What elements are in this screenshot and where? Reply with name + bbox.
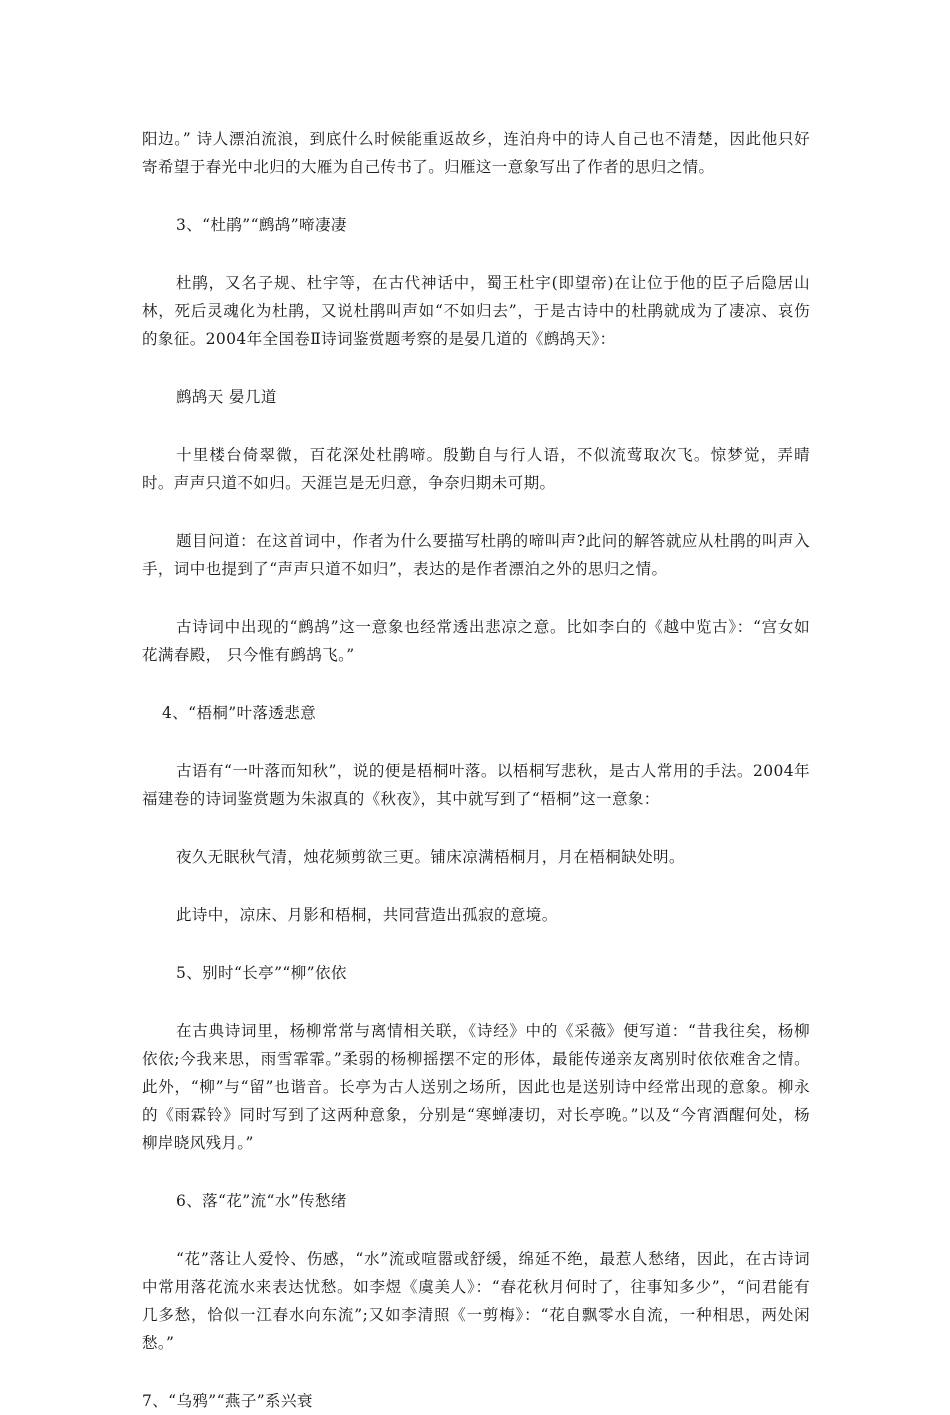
poem-title: 鹧鸪天 晏几道 <box>176 388 277 406</box>
section-heading-7: 7、“乌鸦”“燕子”系兴衰 <box>142 1392 313 1410</box>
paragraph-wutong: 古语有“一叶落而知秋”，说的便是梧桐叶落。以梧桐写悲秋，是古人常用的手法。2004年福建卷的诗词鉴赏题为朱淑真的《秋夜》，其中就写到了“梧桐”这一意象： <box>142 762 810 808</box>
paragraph-liu: 在古典诗词里，杨柳常常与离情相关联，《诗经》中的《采薇》便写道：“昔我往矣，杨柳依依;今我来思，雨雪霏霏。”柔弱的杨柳摇摆不定的形体，最能传递亲友离别时依依难舍之情。此外，“柳”与“留”也谐音。长亭为古人送别之场所，因此也是送别诗中经常出现的意象。柳永的《雨霖铃》同时写到了这两种意象，分别是“寒蝉凄切，对长亭晚。”以及“今宵酒醒何处，杨柳岸晓风残月。” <box>142 1022 810 1152</box>
paragraph-question: 题目问道：在这首词中，作者为什么要描写杜鹃的啼叫声?此问的解答就应从杜鹃的叫声入手，词中也提到了“声声只道不如归”，表达的是作者漂泊之外的思归之情。 <box>142 532 810 578</box>
section-heading-6: 6、落“花”流“水”传愁绪 <box>176 1192 347 1210</box>
paragraph-huashui: “花”落让人爱怜、伤感，“水”流或喧嚣或舒缓，绵延不绝，最惹人愁绪，因此，在古诗词中常用落花流水来表达忧愁。如李煜《虞美人》：“春花秋月何时了，往事知多少”，“问君能有几多愁，恰似一江春水向东流”;又如李清照《一剪梅》：“花自飘零水自流，一种相思，两处闲愁。” <box>142 1250 810 1352</box>
section-heading-3: 3、“杜鹃”“鹧鸪”啼凄凄 <box>176 216 347 234</box>
paragraph-zhegu: 古诗词中出现的“鹧鸪”这一意象也经常透出悲凉之意。比如李白的《越中览古》：“宫女如花满春殿， 只今惟有鹧鸪飞。” <box>142 618 810 664</box>
section-heading-4: 4、“梧桐”叶落透悲意 <box>162 704 317 722</box>
paragraph-guiyan-conclusion: 阳边。” 诗人漂泊流浪，到底什么时候能重返故乡，连泊舟中的诗人自己也不清楚，因此他只好寄希望于春光中北归的大雁为自己传书了。归雁这一意象写出了作者的思归之情。 <box>142 130 810 176</box>
poem-qiuye: 夜久无眠秋气清，烛花频剪欲三更。铺床凉满梧桐月，月在梧桐缺处明。 <box>176 848 685 866</box>
section-heading-5: 5、别时“长亭”“柳”依依 <box>176 964 347 982</box>
poem-text: 十里楼台倚翠微，百花深处杜鹃啼。殷勤自与行人语，不似流莺取次飞。惊梦觉，弄晴时。声声只道不如归。天涯岂是无归意，争奈归期未可期。 <box>142 446 810 492</box>
paragraph-qiuye-analysis: 此诗中，凉床、月影和梧桐，共同营造出孤寂的意境。 <box>176 906 558 924</box>
paragraph-dujuan-intro: 杜鹃，又名子规、杜宇等，在古代神话中，蜀王杜宇(即望帝)在让位于他的臣子后隐居山林，死后灵魂化为杜鹃，又说杜鹃叫声如“不如归去”，于是古诗中的杜鹃就成为了凄凉、哀伤的象征。2004年全国卷Ⅱ诗词鉴赏题考察的是晏几道的《鹧鸪天》： <box>142 274 810 348</box>
